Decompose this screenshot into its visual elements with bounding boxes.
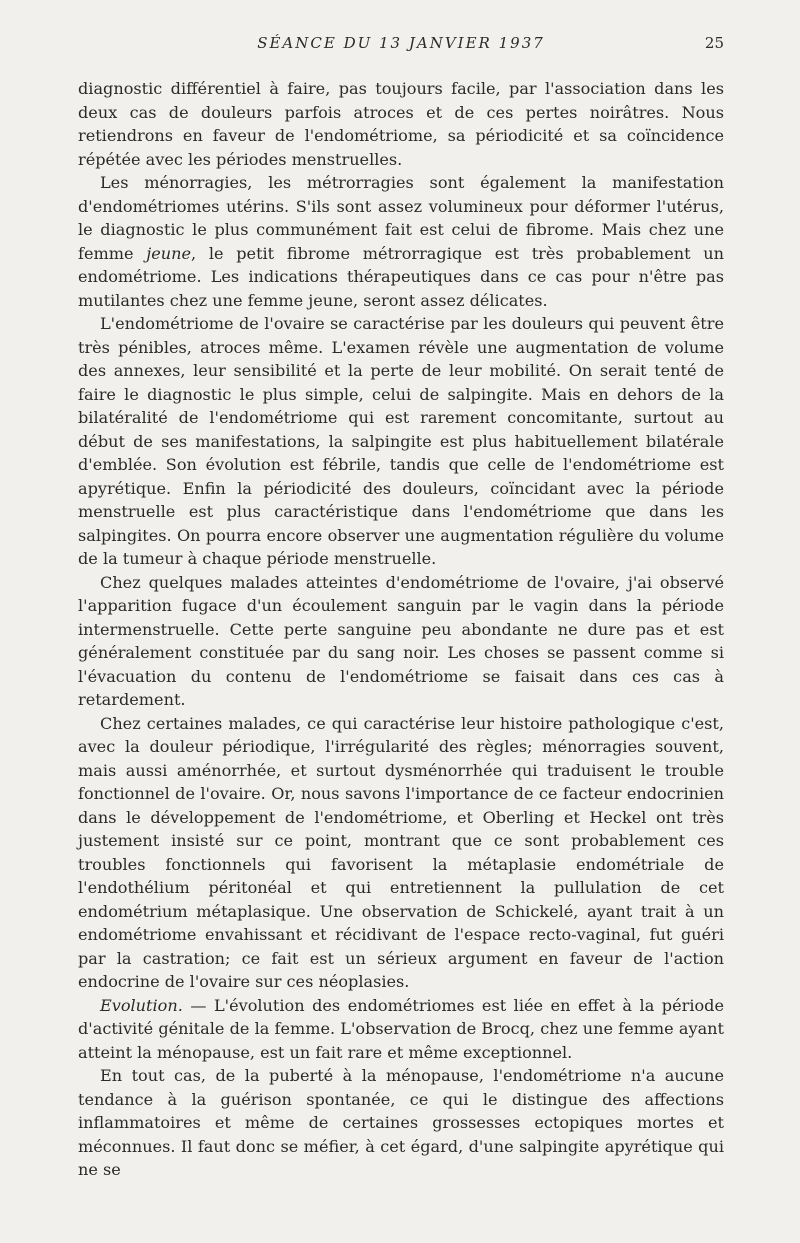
page-number: 25 bbox=[704, 34, 724, 52]
paragraph-4-text: Chez quelques malades atteintes d'endométriome de l'ovaire, j'ai observé l'apparition fugace d'un écoulement sanguin par le vagin dans la période intermenstruelle. Cette perte sanguine peu abondante ne dure pas et est généralement constituée par du sang noir. Les choses se passent comme si l'évacuation du contenu de l'endométriome se faisait dans ces cas à retardement. bbox=[78, 572, 724, 709]
paragraph-2 bbox=[78, 171, 724, 312]
paragraph-7 bbox=[78, 1064, 724, 1182]
paragraph-1-text: diagnostic différentiel à faire, pas toujours facile, par l'association dans les deux cas de douleurs parfois atroces et de ces pertes noirâtres. Nous retiendrons en faveur de l'endométriome, sa périodicité et sa coïncidence répétée avec les périodes menstruelles. bbox=[78, 79, 724, 169]
paragraph-4 bbox=[78, 571, 724, 712]
page-header bbox=[78, 34, 724, 58]
body-text bbox=[78, 77, 724, 1182]
paragraph-2-text-a: Les ménorragies, les métrorragies sont également la manifestation d'endométriomes utérins. S'ils sont assez volumineux pour déformer l'utérus, le diagnostic le plus communément fait est celui de fibrome. Mais chez une femme bbox=[78, 173, 724, 263]
paragraph-6 bbox=[78, 994, 724, 1065]
paragraph-5 bbox=[78, 712, 724, 994]
paragraph-7-text: En tout cas, de la puberté à la ménopause, l'endométriome n'a aucune tendance à la guérison spontanée, ce qui le distingue des affections inflammatoires et même de certaines grossesses ectopiques mortes et méconnues. Il faut donc se méfier, à cet égard, d'une salpingite apyrétique qui ne se bbox=[78, 1066, 724, 1179]
paragraph-6-text: — L'évolution des endométriomes est liée en effet à la période d'activité génitale de la femme. L'observation de Brocq, chez une femme ayant atteint la ménopause, est un fait rare et même exceptionnel. bbox=[78, 995, 724, 1062]
paragraph-5-text: Chez certaines malades, ce qui caractérise leur histoire pathologique c'est, avec la douleur périodique, l'irrégularité des règles; ménorragies souvent, mais aussi aménorrhée, et surtout dysménorrhée qui traduisent le trouble fonctionnel de l'ovaire. Or, nous savons l'importance de ce facteur endocrinien dans le développement de l'endométriome, et Oberling et Heckel ont très justement insisté sur ce point, montrant que ce sont probablement ces troubles fonctionnels qui favorisent la métaplasie endométriale de l'endothélium péritonéal et qui entretiennent la pullulation de cet endométrium métaplasique. Une observation de Schickelé, ayant trait à un endométriome envahissant et récidivant de l'espace recto-vaginal, fut guéri par la castration; ce fait est un sérieux argument en faveur de l'action endocrine de l'ovaire sur ces néoplasies. bbox=[78, 713, 724, 991]
section-heading-evolution: Evolution. bbox=[100, 995, 183, 1015]
paragraph-1 bbox=[78, 77, 724, 171]
running-head: SÉANCE DU 13 JANVIER 1937 bbox=[257, 34, 545, 52]
paragraph-3 bbox=[78, 312, 724, 571]
paragraph-3-text: L'endométriome de l'ovaire se caractérise par les douleurs qui peuvent être très pénibles, atroces même. L'examen révèle une augmentation de volume des annexes, leur sensibilité et la perte de leur mobilité. On serait tenté de faire le diagnostic le plus simple, celui de salpingite. Mais en dehors de la bilatéralité de l'endométriome qui est rarement concomitante, surtout au début de ses manifestations, la salpingite est plus habituellement bilatérale d'emblée. Son évolution est fébrile, tandis que celle de l'endométriome est apyrétique. Enfin la périodicité des douleurs, coïncidant avec la période menstruelle est plus caractéristique dans l'endométriome que dans les salpingites. On pourra encore observer une augmentation régulière du volume de la tumeur à chaque période menstruelle. bbox=[78, 314, 724, 568]
paragraph-2-emphasis: jeune bbox=[146, 243, 192, 263]
paragraph-2-text-b: , le petit fibrome métrorragique est très probablement un endométriome. Les indications thérapeutiques dans ce cas pour n'être pas mutilantes chez une femme jeune, seront assez délicates. bbox=[78, 243, 724, 310]
